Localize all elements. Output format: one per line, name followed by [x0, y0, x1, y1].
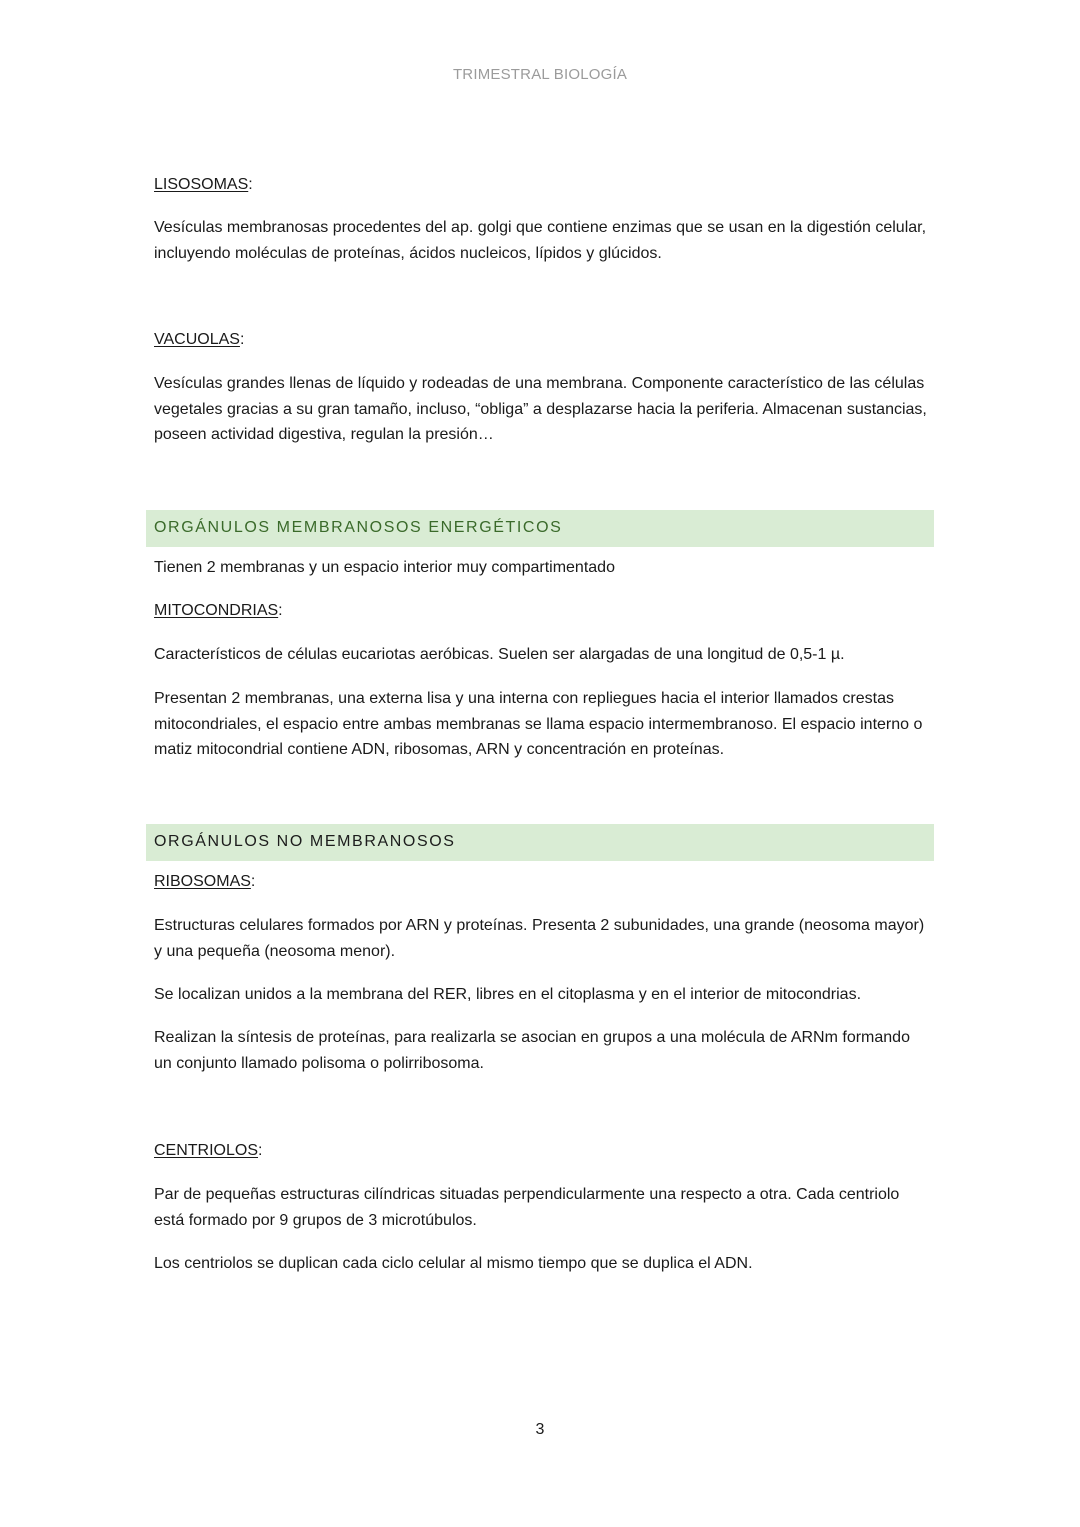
section-heading-no-membranosos	[146, 824, 934, 861]
mitocondrias-title-line: MITOCONDRIAS:	[154, 602, 283, 619]
ribosomas-paragraph-2: Se localizan unidos a la membrana del RER, libres en el citoplasma y en el interior de mitocondrias.	[154, 986, 862, 1003]
section-heading-text: ORGÁNULOS NO MEMBRANOSOS	[154, 833, 456, 850]
centriolos-title: CENTRIOLOS	[154, 1142, 259, 1159]
lisosomas-title-line: LISOSOMAS:	[154, 176, 253, 193]
centriolos-paragraph-1: Par de pequeñas estructuras cilíndricas situadas perpendicularmente una respecto a otra. Cada centriolo está formado por 9 grupos de 3 microtúbulos.	[154, 1186, 900, 1229]
page-header: TRIMESTRAL BIOLOGÍA	[452, 66, 628, 83]
centriolos-paragraph-2: Los centriolos se duplican cada ciclo celular al mismo tiempo que se duplica el ADN.	[154, 1255, 753, 1272]
ribosomas-title: RIBOSOMAS	[154, 873, 251, 890]
centriolos-title-line: CENTRIOLOS:	[154, 1142, 263, 1159]
vacuolas-title-line: VACUOLAS:	[154, 331, 245, 348]
mitocondrias-title: MITOCONDRIAS	[154, 602, 279, 619]
energeticos-intro: Tienen 2 membranas y un espacio interior muy compartimentado	[154, 559, 615, 576]
vacuolas-title: VACUOLAS	[154, 331, 240, 348]
lisosomas-paragraph: Vesículas membranosas procedentes del ap. golgi que contiene enzimas que se usan en la digestión celular, incluyendo moléculas de proteínas, ácidos nucleicos, lípidos y glúcidos.	[154, 219, 927, 262]
section-heading-energeticos	[146, 510, 934, 547]
ribosomas-paragraph-3: Realizan la síntesis de proteínas, para realizarla se asocian en grupos a una molécula de ARNm formando un conjunto llamado polisoma o polirribosoma.	[154, 1029, 910, 1072]
section-heading-text: ORGÁNULOS MEMBRANOSOS ENERGÉTICOS	[154, 519, 563, 536]
lisosomas-title: LISOSOMAS	[154, 176, 249, 193]
mitocondrias-paragraph-1: Característicos de células eucariotas aeróbicas. Suelen ser alargadas de una longitud de 0,5-1 µ.	[154, 646, 845, 663]
vacuolas-paragraph: Vesículas grandes llenas de líquido y rodeadas de una membrana. Componente característico de las células vegetales gracias a su gran tamaño, incluso, “obliga” a desplazarse hacia la periferia. Almacenan sustancias, poseen actividad digestiva, regulan la presión…	[154, 375, 927, 443]
ribosomas-paragraph-1: Estructuras celulares formados por ARN y proteínas. Presenta 2 subunidades, una grande (neosoma mayor) y una pequeña (neosoma menor).	[154, 917, 925, 960]
page-number: 3	[535, 1421, 545, 1438]
ribosomas-title-line: RIBOSOMAS:	[154, 873, 256, 890]
mitocondrias-paragraph-2: Presentan 2 membranas, una externa lisa y una interna con repliegues hacia el interior llamados crestas mitocondriales, el espacio entre ambas membranas se llama espacio intermembranoso. El espacio interno o matiz mitocondrial contiene ADN, ribosomas, ARN y concentración en proteínas.	[154, 690, 923, 758]
